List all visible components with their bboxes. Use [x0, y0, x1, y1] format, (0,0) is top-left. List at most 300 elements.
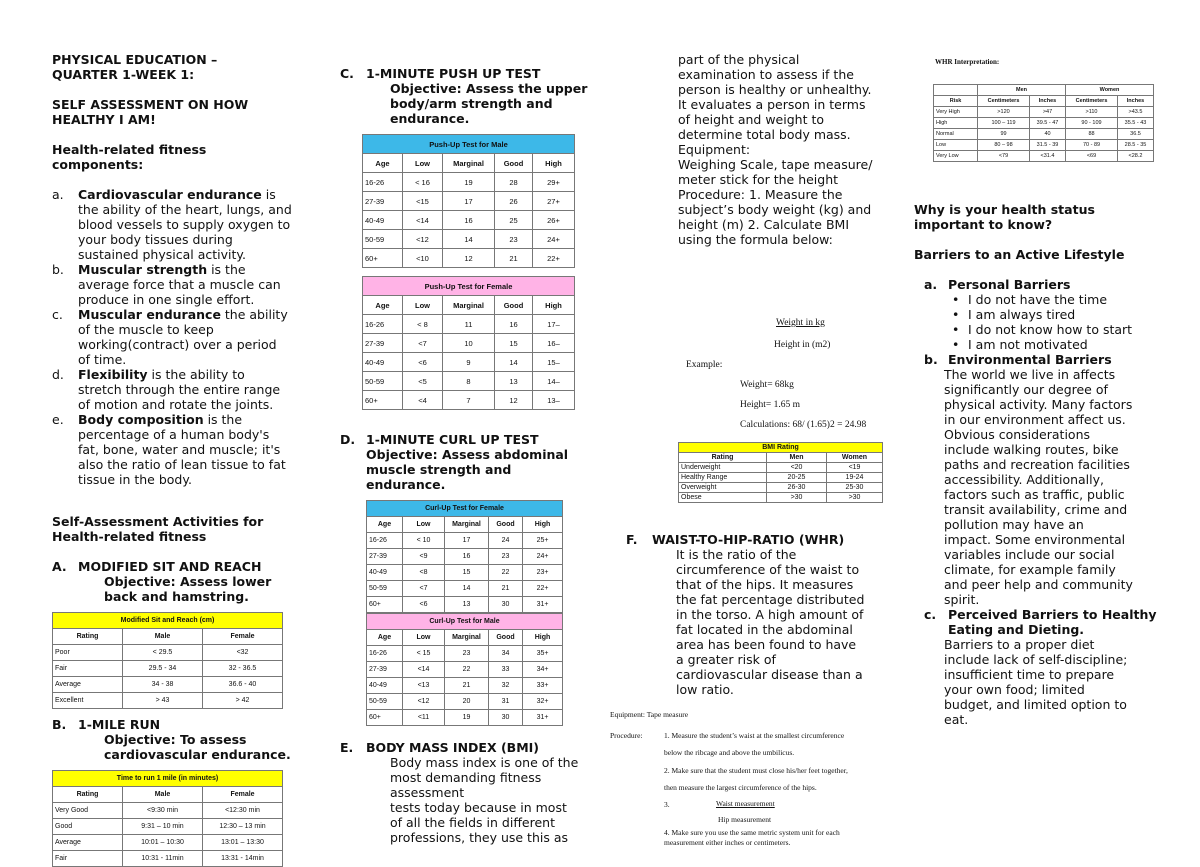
- table-cell: < 15: [403, 646, 445, 662]
- table-cell: <32: [203, 645, 283, 661]
- table-title: Push-Up Test for Female: [363, 277, 575, 296]
- table-cell: 40-49: [363, 353, 403, 372]
- table-cell: 12: [495, 391, 533, 410]
- table-cell: 17: [445, 533, 489, 549]
- formula-numerator: Weight in kg: [776, 318, 825, 328]
- table-cell: < 29.5: [123, 645, 203, 661]
- table-row: [367, 581, 563, 597]
- example-label: Example:: [686, 360, 723, 370]
- column-3: [678, 52, 878, 247]
- table-cell: <9:30 min: [123, 803, 203, 819]
- table-cell: >47: [1030, 107, 1066, 118]
- example-height: Height= 1.65 m: [740, 400, 800, 410]
- item-text: the ability of the muscle to keep working(contract) over a period of time.: [78, 307, 288, 367]
- sit-reach-table: [52, 612, 283, 709]
- table-cell: 34: [489, 646, 523, 662]
- mile-run-table: [52, 770, 283, 867]
- table-cell: 8: [443, 372, 495, 391]
- table-cell: 60+: [367, 710, 403, 726]
- table-cell: 19: [445, 710, 489, 726]
- table-cell: 30: [489, 597, 523, 613]
- whr-step-3: 3.: [664, 800, 670, 809]
- table-row: [53, 851, 283, 867]
- table-cell: 11: [443, 315, 495, 334]
- table-cell: <4: [403, 391, 443, 410]
- table-cell: >120: [978, 107, 1030, 118]
- section-a-objective: Objective: Assess lower back and hamstring.: [104, 574, 272, 604]
- table-cell: 25+: [523, 533, 563, 549]
- table-cell: 90 - 109: [1066, 118, 1118, 129]
- table-cell: 14: [443, 230, 495, 249]
- table-cell: 28.5 - 35: [1118, 140, 1154, 151]
- bmi-description: part of the physical examination to assess if the person is healthy or unhealthy. It evaluates a person in terms of height and weight to determine total body mass.: [678, 52, 872, 142]
- table-cell: 31: [489, 694, 523, 710]
- components-heading: Health-related fitness components:: [52, 142, 207, 172]
- whr-procedure-block: [610, 710, 940, 847]
- personal-barrier-item: • I do not know how to start: [968, 322, 1164, 337]
- table-cell: High: [934, 118, 978, 129]
- table-row: [367, 549, 563, 565]
- table-cell: >30: [827, 493, 883, 503]
- table-cell: 70 - 89: [1066, 140, 1118, 151]
- item-term: Body composition: [78, 412, 204, 427]
- table-cell: <12:30 min: [203, 803, 283, 819]
- item-text: is the ability to stretch through the entire range of motion and rotate the joints.: [78, 367, 281, 412]
- pushup-male-table: [362, 134, 575, 268]
- table-cell: < 16: [403, 173, 443, 192]
- table-cell: 29.5 - 34: [123, 661, 203, 677]
- table-cell: <12: [403, 230, 443, 249]
- table-cell: <14: [403, 662, 445, 678]
- table-cell: 26: [495, 192, 533, 211]
- column-header: Good: [495, 296, 533, 315]
- table-cell: Very Low: [934, 151, 978, 162]
- table-row: [53, 645, 283, 661]
- whr-step-1: 1. Measure the student’s waist at the smallest circumference: [664, 731, 845, 740]
- column-header: Good: [489, 517, 523, 533]
- column-header: High: [523, 517, 563, 533]
- table-row: [367, 678, 563, 694]
- table-cell: 27-39: [367, 549, 403, 565]
- column-header: Marginal: [445, 630, 489, 646]
- table-row: [679, 493, 883, 503]
- table-row: [53, 803, 283, 819]
- column-header: Low: [403, 296, 443, 315]
- table-cell: Fair: [53, 851, 123, 867]
- table-cell: Fair: [53, 661, 123, 677]
- item-term: Muscular endurance: [78, 307, 221, 322]
- table-cell: < 10: [403, 533, 445, 549]
- table-cell: 35.5 - 43: [1118, 118, 1154, 129]
- table-row: [363, 391, 575, 410]
- section-f-title: F. WAIST-TO-HIP-RATIO (WHR): [626, 532, 845, 547]
- section-f: [626, 532, 886, 697]
- bmi-table: [678, 442, 883, 503]
- table-cell: 40-49: [367, 565, 403, 581]
- whr-interpretation-title: WHR Interpretation:: [935, 58, 1000, 66]
- table-cell: <31.4: [1030, 151, 1066, 162]
- table-row: [363, 353, 575, 372]
- table-cell: 50-59: [363, 372, 403, 391]
- table-cell: 21: [489, 581, 523, 597]
- table-cell: 23: [445, 646, 489, 662]
- personal-barrier-item: • I am always tired: [968, 307, 1164, 322]
- table-cell: 80 – 98: [978, 140, 1030, 151]
- item-text: is the ability of the heart, lungs, and blood vessels to supply oxygen to your body tissues during sustained physical activity.: [78, 187, 292, 262]
- table-row: [367, 662, 563, 678]
- item-text: is the average force that a muscle can produce in one single effort.: [78, 262, 281, 307]
- whr-step-1b: below the ribcage and above the umbilicus.: [664, 748, 795, 757]
- table-cell: 17: [443, 192, 495, 211]
- item-term: Flexibility: [78, 367, 148, 382]
- perceived-barriers-text: Barriers to a proper diet include lack of self-discipline; insufficient time to prepare your own food; limited budget, and limited option to eat.: [944, 637, 1128, 727]
- doc-title: PHYSICAL EDUCATION – QUARTER 1-WEEK 1:: [52, 52, 218, 82]
- table-title: Time to run 1 mile (in minutes): [53, 771, 283, 787]
- table-cell: 16–: [533, 334, 575, 353]
- table-cell: 25-30: [827, 483, 883, 493]
- table-cell: Average: [53, 835, 123, 851]
- table-cell: Very Good: [53, 803, 123, 819]
- table-cell: 26+: [533, 211, 575, 230]
- column-header: Women: [827, 453, 883, 463]
- item-term: Cardiovascular endurance: [78, 187, 262, 202]
- table-cell: 15: [495, 334, 533, 353]
- table-cell: 13:31 - 14min: [203, 851, 283, 867]
- table-row: [934, 107, 1154, 118]
- curlup-male-table: [366, 613, 563, 726]
- column-header: Female: [203, 787, 283, 803]
- table-cell: <5: [403, 372, 443, 391]
- table-cell: 9: [443, 353, 495, 372]
- table-cell: 24+: [523, 549, 563, 565]
- table-cell: 13:01 – 13:30: [203, 835, 283, 851]
- table-cell: 35+: [523, 646, 563, 662]
- whr-step-2: 2. Make sure that the student must close his/her feet together,: [664, 766, 848, 775]
- table-cell: 22: [445, 662, 489, 678]
- table-cell: <10: [403, 249, 443, 268]
- table-cell: 40-49: [367, 678, 403, 694]
- pushup-male-table-wrap: [340, 134, 590, 268]
- table-cell: Underweight: [679, 463, 767, 473]
- table-cell: 32 - 36.5: [203, 661, 283, 677]
- table-cell: 34+: [523, 662, 563, 678]
- environmental-barriers-text: The world we live in affects significantly our degree of physical activity. Many factors in our environment affect us. Obvious considerations include walking routes, bike paths and recreation facilities accessibility. Additionally, factors such as traffic, public transit availability, crime and pollution may have an impact. Some environmental variables include our social climate, for example family and peer help and community spirit.: [944, 367, 1133, 607]
- pushup-female-table-wrap: [340, 276, 590, 410]
- why-heading: Why is your health status important to know?: [914, 202, 1095, 232]
- table-cell: 60+: [363, 391, 403, 410]
- table-cell: 24: [489, 533, 523, 549]
- table-cell: 19-24: [827, 473, 883, 483]
- table-cell: 10:01 – 10:30: [123, 835, 203, 851]
- table-cell: 14: [495, 353, 533, 372]
- section-e-text: Body mass index is one of the most demanding fitness assessment tests today because in most of all the fields in different professions, they use this as: [390, 755, 579, 845]
- column-header: Male: [123, 629, 203, 645]
- table-cell: 13: [495, 372, 533, 391]
- table-cell: <11: [403, 710, 445, 726]
- table-cell: <7: [403, 581, 445, 597]
- table-cell: Low: [934, 140, 978, 151]
- table-row: [363, 173, 575, 192]
- components-list: [52, 187, 292, 487]
- table-cell: 22: [489, 565, 523, 581]
- table-row: [53, 693, 283, 709]
- column-header: Inches: [1030, 96, 1066, 107]
- section-c-objective: Objective: Assess the upper body/arm strength and endurance.: [390, 81, 588, 126]
- personal-barrier-item: • I do not have the time: [968, 292, 1164, 307]
- table-title: Push-Up Test for Male: [363, 135, 575, 154]
- column-header: Marginal: [443, 296, 495, 315]
- group-men: Men: [978, 85, 1066, 96]
- table-cell: 33+: [523, 678, 563, 694]
- mile-run-table-wrap: [52, 770, 292, 867]
- column-header: Low: [403, 630, 445, 646]
- item-text: is the percentage of a human body's fat, bone, water and muscle; it's also the ratio of lean tissue to fat tissue in the body.: [78, 412, 286, 487]
- table-cell: Excellent: [53, 693, 123, 709]
- column-header: Low: [403, 517, 445, 533]
- curlup-female-table-wrap: [340, 500, 590, 613]
- personal-barriers-list: [914, 292, 1164, 352]
- table-cell: <9: [403, 549, 445, 565]
- table-cell: 27-39: [363, 334, 403, 353]
- pushup-female-table: [362, 276, 575, 410]
- table-row: [53, 661, 283, 677]
- table-cell: 20: [445, 694, 489, 710]
- item-marker: b.: [52, 262, 64, 277]
- table-row: [934, 129, 1154, 140]
- table-cell: 15: [445, 565, 489, 581]
- table-cell: <8: [403, 565, 445, 581]
- table-cell: 16: [445, 549, 489, 565]
- table-cell: 88: [1066, 129, 1118, 140]
- component-item: [52, 307, 292, 367]
- column-header: Marginal: [445, 517, 489, 533]
- table-title: Curl-Up Test for Female: [367, 501, 563, 517]
- table-cell: 31+: [523, 597, 563, 613]
- table-cell: 22+: [533, 249, 575, 268]
- personal-barrier-item: • I am not motivated: [968, 337, 1164, 352]
- column-header: Inches: [1118, 96, 1154, 107]
- item-marker: c.: [52, 307, 63, 322]
- column-header: Female: [203, 629, 283, 645]
- table-cell: 12: [443, 249, 495, 268]
- table-row: [367, 565, 563, 581]
- table-cell: >30: [767, 493, 827, 503]
- table-cell: 32+: [523, 694, 563, 710]
- table-cell: Obese: [679, 493, 767, 503]
- table-cell: <79: [978, 151, 1030, 162]
- section-d-title: D. 1-MINUTE CURL UP TEST: [340, 432, 539, 447]
- example-calculation: Calculations: 68/ (1.65)2 = 24.98: [740, 420, 867, 430]
- component-item: [52, 412, 292, 487]
- column-header: Age: [367, 517, 403, 533]
- table-cell: 27+: [533, 192, 575, 211]
- table-cell: 7: [443, 391, 495, 410]
- table-cell: <7: [403, 334, 443, 353]
- table-cell: 16-26: [367, 646, 403, 662]
- table-row: [363, 192, 575, 211]
- table-cell: > 42: [203, 693, 283, 709]
- table-cell: 21: [495, 249, 533, 268]
- table-row: [363, 334, 575, 353]
- table-cell: 99: [978, 129, 1030, 140]
- table-row: [934, 140, 1154, 151]
- table-cell: 14–: [533, 372, 575, 391]
- whr-table-wrap: [933, 84, 1154, 162]
- table-cell: 31+: [523, 710, 563, 726]
- table-cell: 16: [495, 315, 533, 334]
- item-marker: e.: [52, 412, 64, 427]
- table-cell: 30: [489, 710, 523, 726]
- table-row: [363, 315, 575, 334]
- table-cell: Very High: [934, 107, 978, 118]
- column-4: [914, 202, 1164, 727]
- example-weight: Weight= 68kg: [740, 380, 794, 390]
- table-row: [363, 211, 575, 230]
- formula-denominator: Height in (m2): [774, 340, 831, 350]
- table-cell: 19: [443, 173, 495, 192]
- table-cell: 15–: [533, 353, 575, 372]
- bmi-table-wrap: [678, 442, 883, 503]
- perceived-barriers-title: c. Perceived Barriers to Healthy Eating and Dieting.: [924, 607, 1157, 637]
- table-cell: < 8: [403, 315, 443, 334]
- column-header: Rating: [53, 629, 123, 645]
- doc-subtitle: SELF ASSESSMENT ON HOW HEALTHY I AM!: [52, 97, 249, 127]
- table-cell: 100 – 119: [978, 118, 1030, 129]
- item-marker: d.: [52, 367, 64, 382]
- component-item: [52, 187, 292, 262]
- table-cell: <14: [403, 211, 443, 230]
- table-cell: 24+: [533, 230, 575, 249]
- table-cell: 39.5 - 47: [1030, 118, 1066, 129]
- section-c-title: C. 1-MINUTE PUSH UP TEST: [340, 66, 541, 81]
- table-cell: 16-26: [363, 173, 403, 192]
- table-cell: <12: [403, 694, 445, 710]
- section-b-title: B. 1-MILE RUN: [52, 717, 161, 732]
- table-cell: 28: [495, 173, 533, 192]
- column-header: Good: [495, 154, 533, 173]
- whr-equipment: Equipment: Tape measure: [610, 710, 689, 719]
- table-cell: <69: [1066, 151, 1118, 162]
- table-row: [934, 118, 1154, 129]
- table-cell: 17–: [533, 315, 575, 334]
- section-d-objective: Objective: Assess abdominal muscle strength and endurance.: [366, 447, 569, 492]
- component-item: [52, 262, 292, 307]
- table-row: [53, 677, 283, 693]
- table-cell: <6: [403, 597, 445, 613]
- table-cell: 40: [1030, 129, 1066, 140]
- table-row: [367, 597, 563, 613]
- column-2: [340, 66, 590, 845]
- table-cell: 16: [443, 211, 495, 230]
- column-header: Male: [123, 787, 203, 803]
- curlup-male-table-wrap: [340, 613, 590, 726]
- table-cell: 16-26: [367, 533, 403, 549]
- environmental-barriers-title: b. Environmental Barriers: [924, 352, 1112, 367]
- table-row: [367, 646, 563, 662]
- table-row: [363, 372, 575, 391]
- table-row: [367, 710, 563, 726]
- table-cell: 31.5 - 39: [1030, 140, 1066, 151]
- bmi-equipment-label: Equipment:: [678, 142, 751, 157]
- column-header: High: [523, 630, 563, 646]
- table-cell: 33: [489, 662, 523, 678]
- table-cell: Normal: [934, 129, 978, 140]
- table-cell: <13: [403, 678, 445, 694]
- table-cell: 32: [489, 678, 523, 694]
- table-cell: 29+: [533, 173, 575, 192]
- column-header: Centimeters: [978, 96, 1030, 107]
- bmi-procedure: Procedure: 1. Measure the subject’s body weight (kg) and height (m) 2. Calculate BMI using the formula below:: [678, 187, 872, 247]
- column-header: Age: [363, 296, 403, 315]
- column-header: Centimeters: [1066, 96, 1118, 107]
- table-cell: 40-49: [363, 211, 403, 230]
- item-term: Muscular strength: [78, 262, 208, 277]
- column-header: Risk: [934, 96, 978, 107]
- bmi-equipment: Weighing Scale, tape measure/ meter stick for the height: [678, 157, 873, 187]
- table-cell: 60+: [367, 597, 403, 613]
- item-marker: a.: [52, 187, 64, 202]
- table-title: Modified Sit and Reach (cm): [53, 613, 283, 629]
- table-cell: 21: [445, 678, 489, 694]
- table-cell: 27-39: [363, 192, 403, 211]
- table-cell: 25: [495, 211, 533, 230]
- table-cell: 23+: [523, 565, 563, 581]
- group-women: Women: [1066, 85, 1154, 96]
- curlup-female-table: [366, 500, 563, 613]
- column-header: Low: [403, 154, 443, 173]
- table-cell: 36.5: [1118, 129, 1154, 140]
- table-cell: 20-25: [767, 473, 827, 483]
- personal-barriers-title: a. Personal Barriers: [924, 277, 1071, 292]
- section-e-title: E. BODY MASS INDEX (BMI): [340, 740, 539, 755]
- table-cell: 9:31 – 10 min: [123, 819, 203, 835]
- whr-step-2b: then measure the largest circumference of the hips.: [664, 783, 817, 792]
- whr-step-4b: measurement either inches or centimeters.: [664, 838, 791, 847]
- column-1: [52, 52, 292, 867]
- table-row: [679, 473, 883, 483]
- table-cell: 13: [445, 597, 489, 613]
- table-cell: 16-26: [363, 315, 403, 334]
- whr-step-3-hip: Hip measurement: [718, 815, 772, 824]
- table-row: [679, 483, 883, 493]
- table-cell: Good: [53, 819, 123, 835]
- table-cell: Poor: [53, 645, 123, 661]
- table-row: [679, 463, 883, 473]
- column-header: Age: [367, 630, 403, 646]
- table-row: [363, 249, 575, 268]
- column-header: Good: [489, 630, 523, 646]
- table-cell: 34 - 38: [123, 677, 203, 693]
- table-row: [367, 533, 563, 549]
- table-cell: > 43: [123, 693, 203, 709]
- table-cell: Healthy Range: [679, 473, 767, 483]
- column-header: Rating: [679, 453, 767, 463]
- table-row: [53, 835, 283, 851]
- column-header: Men: [767, 453, 827, 463]
- section-f-text: It is the ratio of the circumference of the waist to that of the hips. It measures the fat percentage distributed in the torso. A high amount of fat located in the abdominal area has been found to have a greater risk of cardiovascular disease than a low ratio.: [676, 547, 865, 697]
- whr-table: [933, 84, 1154, 162]
- table-cell: 14: [445, 581, 489, 597]
- table-cell: <20: [767, 463, 827, 473]
- table-cell: 27-39: [367, 662, 403, 678]
- table-cell: >43.5: [1118, 107, 1154, 118]
- column-header: Age: [363, 154, 403, 173]
- table-cell: 60+: [363, 249, 403, 268]
- table-cell: 12:30 – 13 min: [203, 819, 283, 835]
- table-cell: 36.6 - 40: [203, 677, 283, 693]
- table-cell: 50-59: [367, 694, 403, 710]
- table-cell: <19: [827, 463, 883, 473]
